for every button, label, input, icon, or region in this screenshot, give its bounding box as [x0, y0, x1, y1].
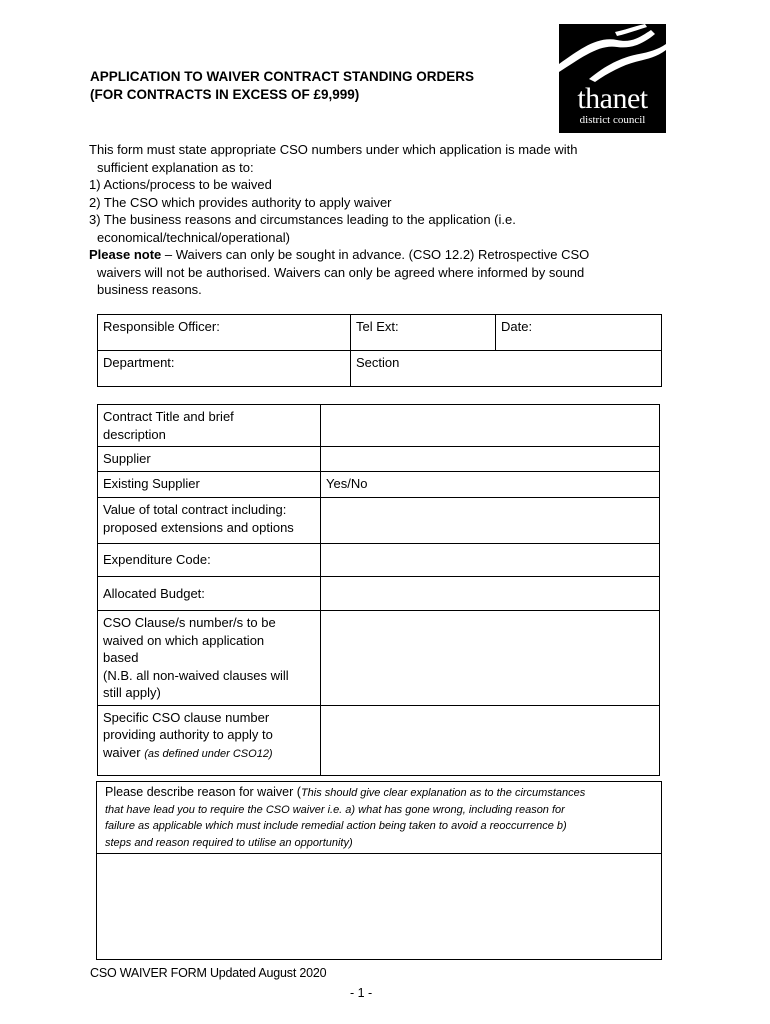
label-line: CSO Clause/s number/s to be [103, 615, 276, 630]
label-line: Specific CSO clause number [103, 709, 270, 725]
allocated-budget-label [98, 577, 321, 611]
thanet-logo [559, 24, 666, 133]
contract-title-input[interactable] [321, 405, 660, 447]
responsible-officer-field[interactable] [98, 315, 351, 351]
cso-clause-input[interactable] [321, 611, 660, 706]
label-line: (N.B. all non-waived clauses will [103, 667, 289, 683]
cso-clause-label [98, 611, 321, 706]
section-label: Section [356, 355, 400, 370]
intro-text [89, 141, 649, 299]
contract-value-label [98, 498, 321, 544]
note-text: waivers will not be authorised. Waivers can only be agreed where informed by sound [97, 264, 585, 280]
label-line: Allocated Budget: [103, 585, 205, 601]
label-line: still apply) [103, 685, 161, 700]
reason-input[interactable] [97, 854, 662, 960]
note-text: – Waivers can only be sought in advance. (CSO 12.2) Retrospective CSO [161, 247, 590, 262]
reason-table [96, 781, 662, 960]
reason-note: This should give clear explanation as to the circumstances [300, 787, 586, 799]
label-line: Contract Title and brief [103, 409, 234, 424]
title-line-1: APPLICATION TO WAIVER CONTRACT STANDING ORDERS [90, 69, 475, 84]
cso-note: (as defined under CSO12) [144, 747, 273, 760]
intro-item: economical/technical/operational) [97, 229, 290, 245]
yes-no-value: Yes/No [326, 476, 368, 491]
existing-supplier-label [98, 472, 321, 498]
wave-icon [559, 24, 666, 84]
label-line: based [103, 650, 139, 665]
contract-title-label [98, 405, 321, 447]
tel-ext-field[interactable] [351, 315, 496, 351]
expenditure-code-label [98, 544, 321, 577]
label-line: Existing Supplier [103, 476, 200, 491]
label-line: providing authority to apply to [103, 727, 273, 742]
allocated-budget-input[interactable] [321, 577, 660, 611]
logo-subtitle: district council [579, 114, 646, 126]
date-field[interactable] [496, 315, 662, 351]
tel-ext-label: Tel Ext: [356, 319, 399, 334]
label-line: waived on which application [103, 632, 265, 648]
intro-item: 3) The business reasons and circumstances leading to the application (i.e. [89, 212, 516, 227]
reason-note: that have lead you to require the CSO waiver i.e. a) what has gone wrong, including reason for [105, 803, 565, 816]
contract-value-input[interactable] [321, 498, 660, 544]
supplier-label [98, 447, 321, 472]
date-label: Date: [501, 319, 533, 334]
page-title [90, 68, 474, 104]
existing-supplier-input[interactable] [321, 472, 660, 498]
specific-cso-label [98, 705, 321, 775]
officer-table [97, 314, 662, 387]
intro-line: sufficient explanation as to: [97, 159, 254, 175]
label-line: Expenditure Code: [103, 552, 211, 568]
note-label: Please note [89, 247, 162, 262]
label-line [103, 744, 315, 764]
reason-note: failure as applicable which must include remedial action being taken to avoid a reoccurrence b) [105, 820, 567, 832]
label-line: Supplier [103, 451, 151, 466]
section-field[interactable] [351, 351, 662, 387]
intro-line: This form must state appropriate CSO numbers under which application is made with [89, 142, 578, 157]
label-line: description [103, 426, 166, 442]
reason-label [97, 782, 662, 854]
intro-item: 2) The CSO which provides authority to apply waiver [89, 194, 392, 210]
title-line-2: (FOR CONTRACTS IN EXCESS OF £9,999) [90, 87, 360, 102]
supplier-input[interactable] [321, 447, 660, 472]
intro-item: 1) Actions/process to be waived [89, 177, 272, 192]
responsible-officer-label: Responsible Officer: [103, 319, 220, 334]
footer-text: CSO WAIVER FORM Updated August 2020 [90, 966, 327, 980]
department-field[interactable] [98, 351, 351, 387]
expenditure-code-input[interactable] [321, 544, 660, 577]
please-note [89, 246, 649, 264]
department-label: Department: [103, 355, 175, 370]
logo-wordmark: thanet [577, 82, 648, 115]
label-line: Value of total contract including: [103, 502, 287, 517]
page-number: - 1 - [350, 986, 373, 1000]
reason-line [105, 784, 653, 802]
reason-note: steps and reason required to utilise an opportunity) [105, 836, 353, 849]
reason-label-text: Please describe reason for waiver ( [105, 785, 301, 799]
specific-cso-input[interactable] [321, 705, 660, 775]
label-line: proposed extensions and options [103, 519, 294, 535]
note-text: business reasons. [97, 282, 202, 297]
label-text: waiver [103, 744, 145, 760]
contract-details-table [97, 404, 660, 776]
